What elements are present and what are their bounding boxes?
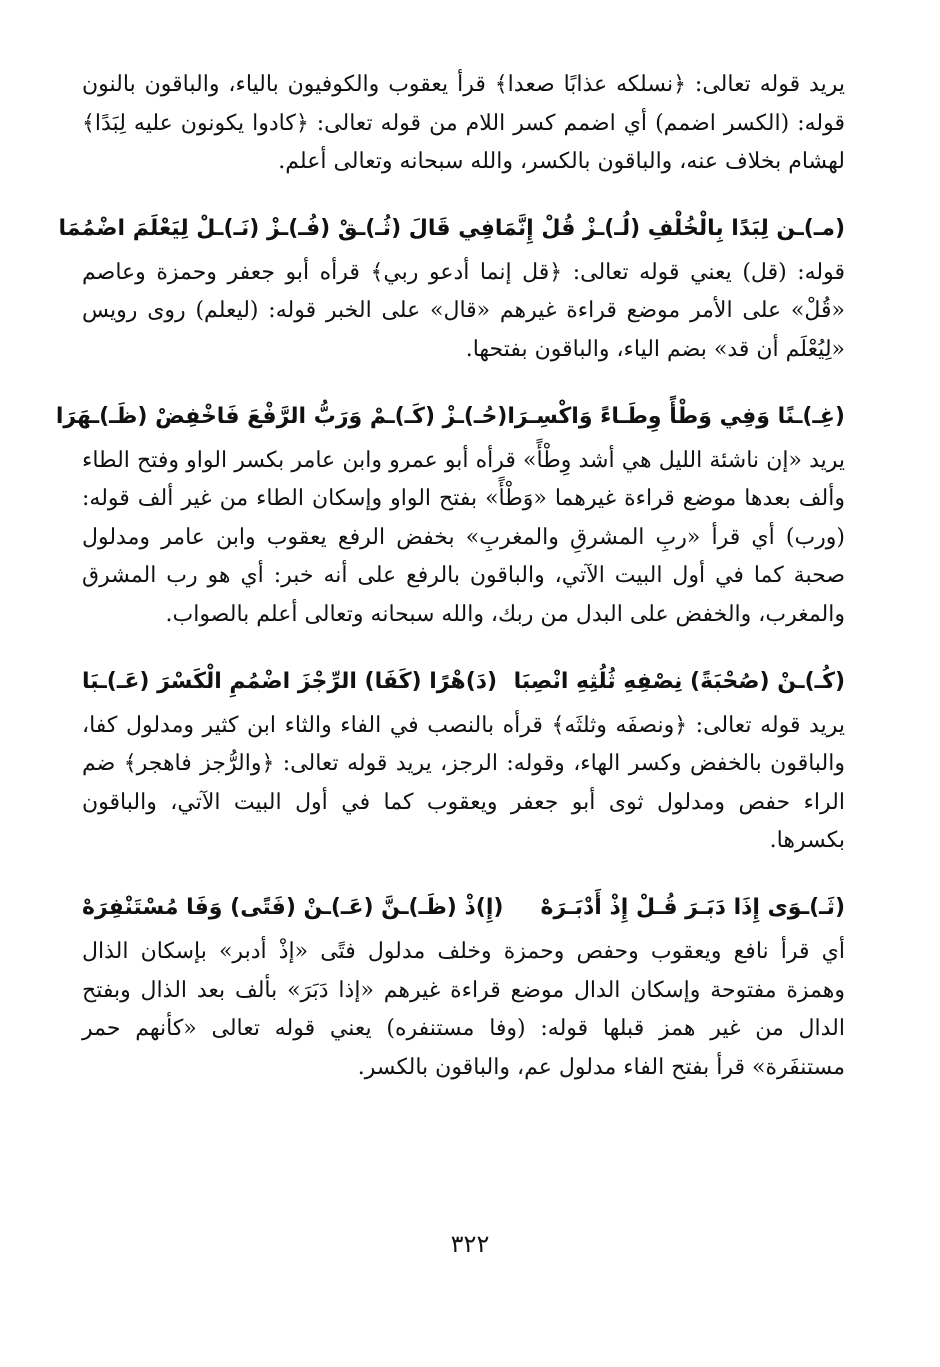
poem-verse: [55, 400, 845, 434]
page-number: ٣٢٢: [450, 1230, 490, 1258]
verse-second-hemistich: فِي قَالَ (ثُـ)ـقْ (فُـ)ـزْ (نَـ)ـلْ لِيَعْلَمَ اضْمُمَا: [58, 216, 495, 242]
verse-first-hemistich: (ثَـ)ـوَى إِذَا دَبَـرَ قُـلْ إِذْ أَدْبَـرَهْ: [540, 895, 845, 921]
verse-first-hemistich: (مـ)ـن لِبَدًا بِالْخُلْفِ (لُـ)ـزْ قُلْ إِنَّمَا: [494, 216, 845, 242]
commentary-paragraph: قوله: (قل) يعني قوله تعالى: ﴿قل إنما أدعو ربي﴾ قرأه أبو جعفر وحمزة وعاصم «قُلْ» على الأمر موضع قراءة غيرهم «قال» على الخبر قوله: (ليعلم) روى رويس «لِيُعْلَم أن قد» بضم الياء، والباقون بفتحها.: [82, 259, 845, 362]
verse-second-hemistich: (حُـ)ـزْ (كَـ)ـمْ وَرَبُّ الرَّفْعَ فَاخْفِضْ (ظَـ)ـهَرَا: [55, 404, 508, 430]
commentary-paragraph: يريد قوله تعالى: ﴿نسلكه عذابًا صعدا﴾ قرأ يعقوب والكوفيون بالياء، والباقون بالنون قوله: (الكسر اضمم) أي اضمم كسر اللام من قوله تعالى: ﴿كادوا يكونون عليه لِبَدًا﴾ لهشام بخلاف عنه، والباقون بالكسر، والله سبحانه وتعالى أعلم.: [82, 72, 845, 175]
poem-verse: [82, 665, 845, 699]
poem-verse: [58, 212, 845, 246]
verse-second-hemistich: (دَ)هْرًا (كَفَا) الرِّجْزَ اضْمُمِ الْكَسْرَ (عَـ)ـبَا: [82, 669, 498, 695]
verse-first-hemistich: (غِـ)ـنًا وَفِي وَطْأً وِطَـاءً وَاكْسِـرَا: [507, 404, 845, 430]
commentary-paragraph: يريد «إن ناشئة الليل هي أشد وِطْأً» قرأه أبو عمرو وابن عامر بكسر الواو وفتح الطاء وألف بعدها موضع قراءة غيرهما «وَطْأً» بفتح الواو وإسكان الطاء من غير ألف قوله: (ورب) أي قرأ «ربِ المشرقِ والمغربِ» بخفض الرفع يعقوب وابن عامر ومدلول صحبة كما في أول البيت الآتي، والباقون بالرفع على أنه خبر: أي هو رب المشرق والمغرب، والخفض على البدل من ربك، والله سبحانه وتعالى أعلم بالصواب.: [82, 447, 845, 627]
commentary-paragraph: يريد قوله تعالى: ﴿ونصفَه وثلثَه﴾ قرأه بالنصب في الفاء والثاء ابن كثير ومدلول كفا، والباقون بالخفض وكسر الهاء، وقوله: الرجز، يريد قوله تعالى: ﴿والرُّجز فاهجر﴾ ضم الراء حفص ومدلول ثوى أبو جعفر ويعقوب كما في أول البيت الآتي، والباقون بكسرها.: [82, 712, 845, 854]
commentary-paragraph: أي قرأ نافع ويعقوب وحفص وحمزة وخلف مدلول فتًى «إذْ أدبر» بإسكان الذال وهمزة مفتوحة وإسكان الدال موضع قراءة غيرهم «إذا دَبَرَ» بألف بعد الذال وبفتح الدال من غير همز قبلها قوله: (وفا مستنفره) يعني قوله تعالى «كأنهم حمر مستنفَرة» قرأ بفتح الفاء مدلول عم، والباقون بالكسر.: [82, 938, 845, 1080]
poem-verse: [82, 891, 845, 925]
verse-first-hemistich: (كُـ)ـنْ (صُحْبَةً) نِصْفِهِ ثُلُثِهِ انْصِبَا: [513, 669, 845, 695]
verse-second-hemistich: (إِ)ذْ (ظَـ)ـنَّ (عَـ)ـنْ (فَتًى) وَفَا مُسْتَنْفِرَهْ: [82, 895, 504, 921]
